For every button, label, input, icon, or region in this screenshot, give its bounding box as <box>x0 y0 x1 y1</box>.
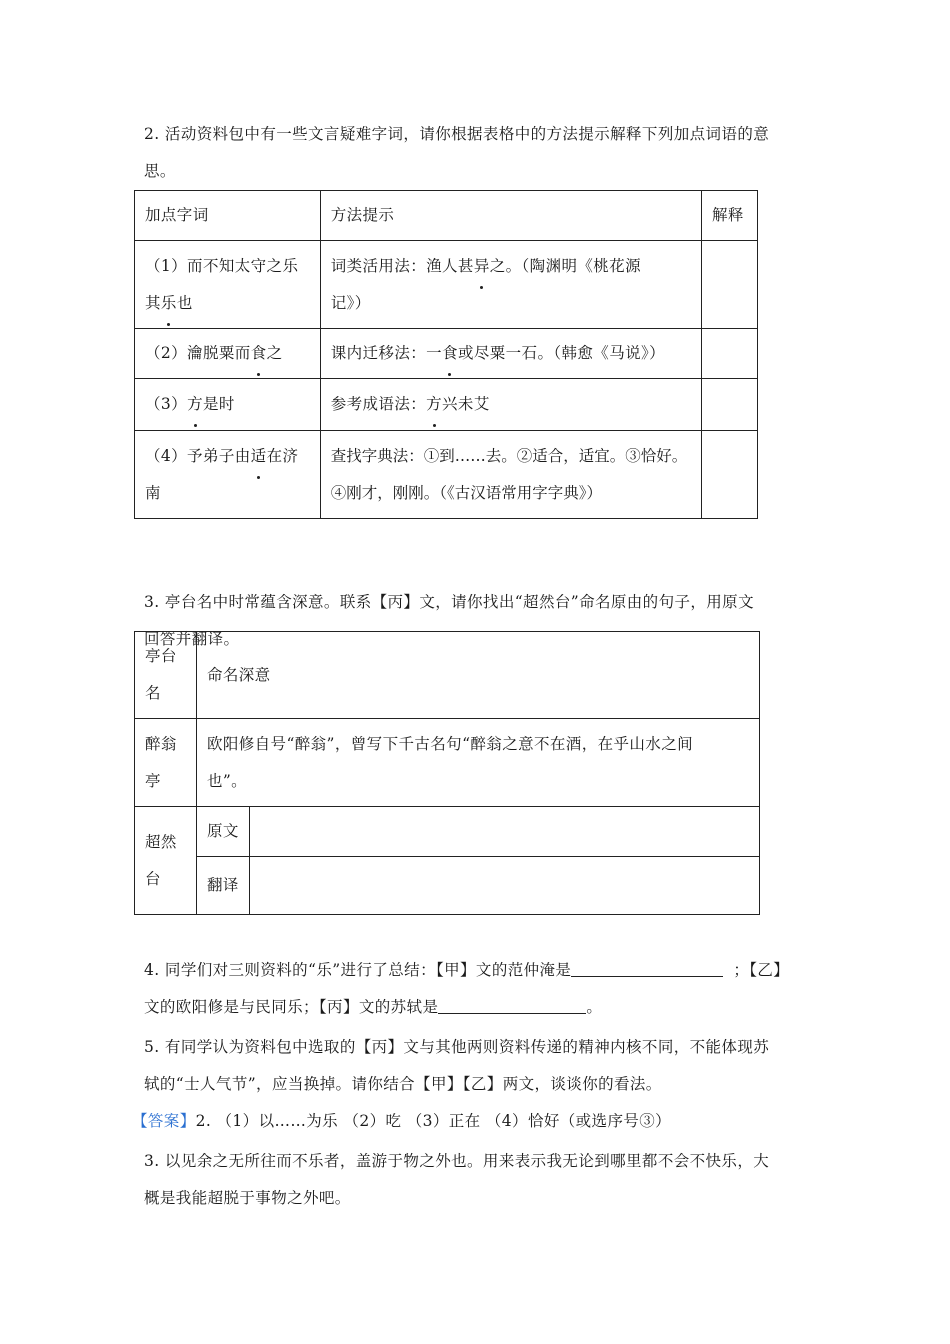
text: 。 <box>586 998 603 1016</box>
blank-line <box>571 960 723 977</box>
answer-cell <box>249 807 759 857</box>
q5-line1: 5. 有同学认为资料包中选取的【丙】文与其他两则资料传递的精神内核不同，不能体现苏 <box>144 1038 770 1056</box>
text: （2）瀹脱粟而 <box>145 344 251 362</box>
word-cell <box>135 329 321 379</box>
name-line: 超然 <box>145 832 177 851</box>
answer-cell <box>702 241 758 329</box>
q3-line2: 回答并翻译。 <box>144 630 240 648</box>
header-line: 名 <box>145 684 161 702</box>
hint-cell <box>320 379 701 431</box>
text: 是时 <box>202 395 235 413</box>
table-header-row <box>135 632 760 719</box>
q2-line2: 思。 <box>144 162 176 180</box>
text: 词类活用法：渔人甚 <box>330 256 474 275</box>
hint-line: ④刚才，刚刚。（《古汉语常用字字典》） <box>330 483 602 502</box>
sub-label-cell: 原文 <box>196 807 249 857</box>
header-cell: 解释 <box>702 191 758 241</box>
header-cell: 方法提示 <box>320 191 701 241</box>
table-row <box>135 329 758 379</box>
text: 之 <box>266 344 283 362</box>
dotted-char: 适 <box>251 438 267 475</box>
hint-cell <box>320 329 701 379</box>
answer-cell <box>249 857 759 915</box>
text: 兴未艾 <box>442 395 490 413</box>
hint-line: 查找字典法：①到……去。②适合，适宜。③恰好。 <box>330 446 688 465</box>
table-row <box>135 857 760 915</box>
name-cell <box>135 807 197 915</box>
text: 其 <box>145 293 161 312</box>
table-row <box>135 379 758 431</box>
word-line <box>145 285 310 322</box>
word-cell <box>135 379 321 431</box>
q2-table <box>134 190 758 519</box>
word-line <box>145 438 310 475</box>
header-cell: 命名深意 <box>196 632 759 719</box>
header-cell: 加点字词 <box>135 191 321 241</box>
table-header-row <box>135 191 758 241</box>
word-line: 南 <box>145 483 161 502</box>
q4-line2 <box>144 989 602 1026</box>
word-cell <box>135 241 321 329</box>
blank-line <box>438 997 586 1014</box>
sub-label-cell: 翻译 <box>196 857 249 915</box>
dotted-char: 食 <box>251 335 267 372</box>
text: 在济 <box>266 446 299 465</box>
text: （4）予弟子由 <box>145 446 251 465</box>
name-line: 亭 <box>145 771 161 790</box>
text: （3） <box>145 395 188 413</box>
answer-tag: 【答案】 <box>132 1112 196 1130</box>
answer-cell <box>702 431 758 519</box>
q2-line1: 2. 活动资料包中有一些文言疑难字词，请你根据表格中的方法提示解释下列加点词语的意 <box>144 125 770 143</box>
text: 4. 同学们对三则资料的“乐”进行了总结：【甲】文的范仲淹是 <box>144 961 572 979</box>
word-line: （1）而不知太守之乐 <box>145 256 299 275</box>
text: 参考成语法： <box>330 395 427 413</box>
table-row <box>135 719 760 807</box>
table-row <box>135 807 760 857</box>
q3-table <box>134 631 760 915</box>
text: 2. （1）以……为乐 （2）吃 （3）正在 （4）恰好（或选序号③） <box>195 1112 672 1130</box>
meaning-line: 欧阳修自号“醉翁”，曾写下千古名句“醉翁之意不在酒，在乎山水之间 <box>206 734 694 753</box>
answer-line3: 概是我能超脱于事物之外吧。 <box>144 1189 351 1207</box>
dotted-char: 异 <box>474 248 490 285</box>
text: 文的欧阳修是与民同乐；【丙】文的苏轼是 <box>144 998 439 1016</box>
hint-line: 记》） <box>330 293 371 312</box>
text: 或尽粟一石。（韩愈《马说》） <box>457 344 666 362</box>
dotted-char: 方 <box>187 386 203 423</box>
hint-line <box>331 248 691 285</box>
hint-cell <box>320 431 701 519</box>
text: ；【乙】 <box>733 961 790 979</box>
hint-cell <box>320 241 701 329</box>
q3-line1: 3. 亭台名中时常蕴含深意。联系【丙】文，请你找出“超然台”命名原由的句子，用原文 <box>144 593 754 611</box>
header-cell <box>135 632 197 719</box>
answer-line1 <box>132 1103 671 1140</box>
table-row <box>135 431 758 519</box>
meaning-line: 也”。 <box>206 771 248 790</box>
text: 课内迁移法：一 <box>330 344 443 362</box>
dotted-char: 食 <box>442 335 458 372</box>
name-line: 台 <box>145 869 161 888</box>
text: 也 <box>176 293 193 312</box>
answer-line2: 3. 以见余之无所往而不乐者，盖游于物之外也。用来表示我无论到哪里都不会不快乐，大 <box>144 1152 770 1170</box>
name-line: 醉翁 <box>145 734 177 753</box>
word-cell <box>135 431 321 519</box>
name-cell <box>135 719 197 807</box>
answer-cell <box>702 379 758 431</box>
q5-line2: 轼的“士人气节”，应当换掉。请你结合【甲】【乙】两文，谈谈你的看法。 <box>144 1075 662 1093</box>
text: 之。（陶渊明《桃花源 <box>489 256 641 275</box>
header-line: 亭台 <box>145 647 177 665</box>
q4-line1 <box>144 952 789 989</box>
table-row <box>135 241 758 329</box>
meaning-cell <box>196 719 759 807</box>
answer-cell <box>702 329 758 379</box>
dotted-char: 方 <box>426 386 442 423</box>
dotted-char: 乐 <box>161 285 177 322</box>
